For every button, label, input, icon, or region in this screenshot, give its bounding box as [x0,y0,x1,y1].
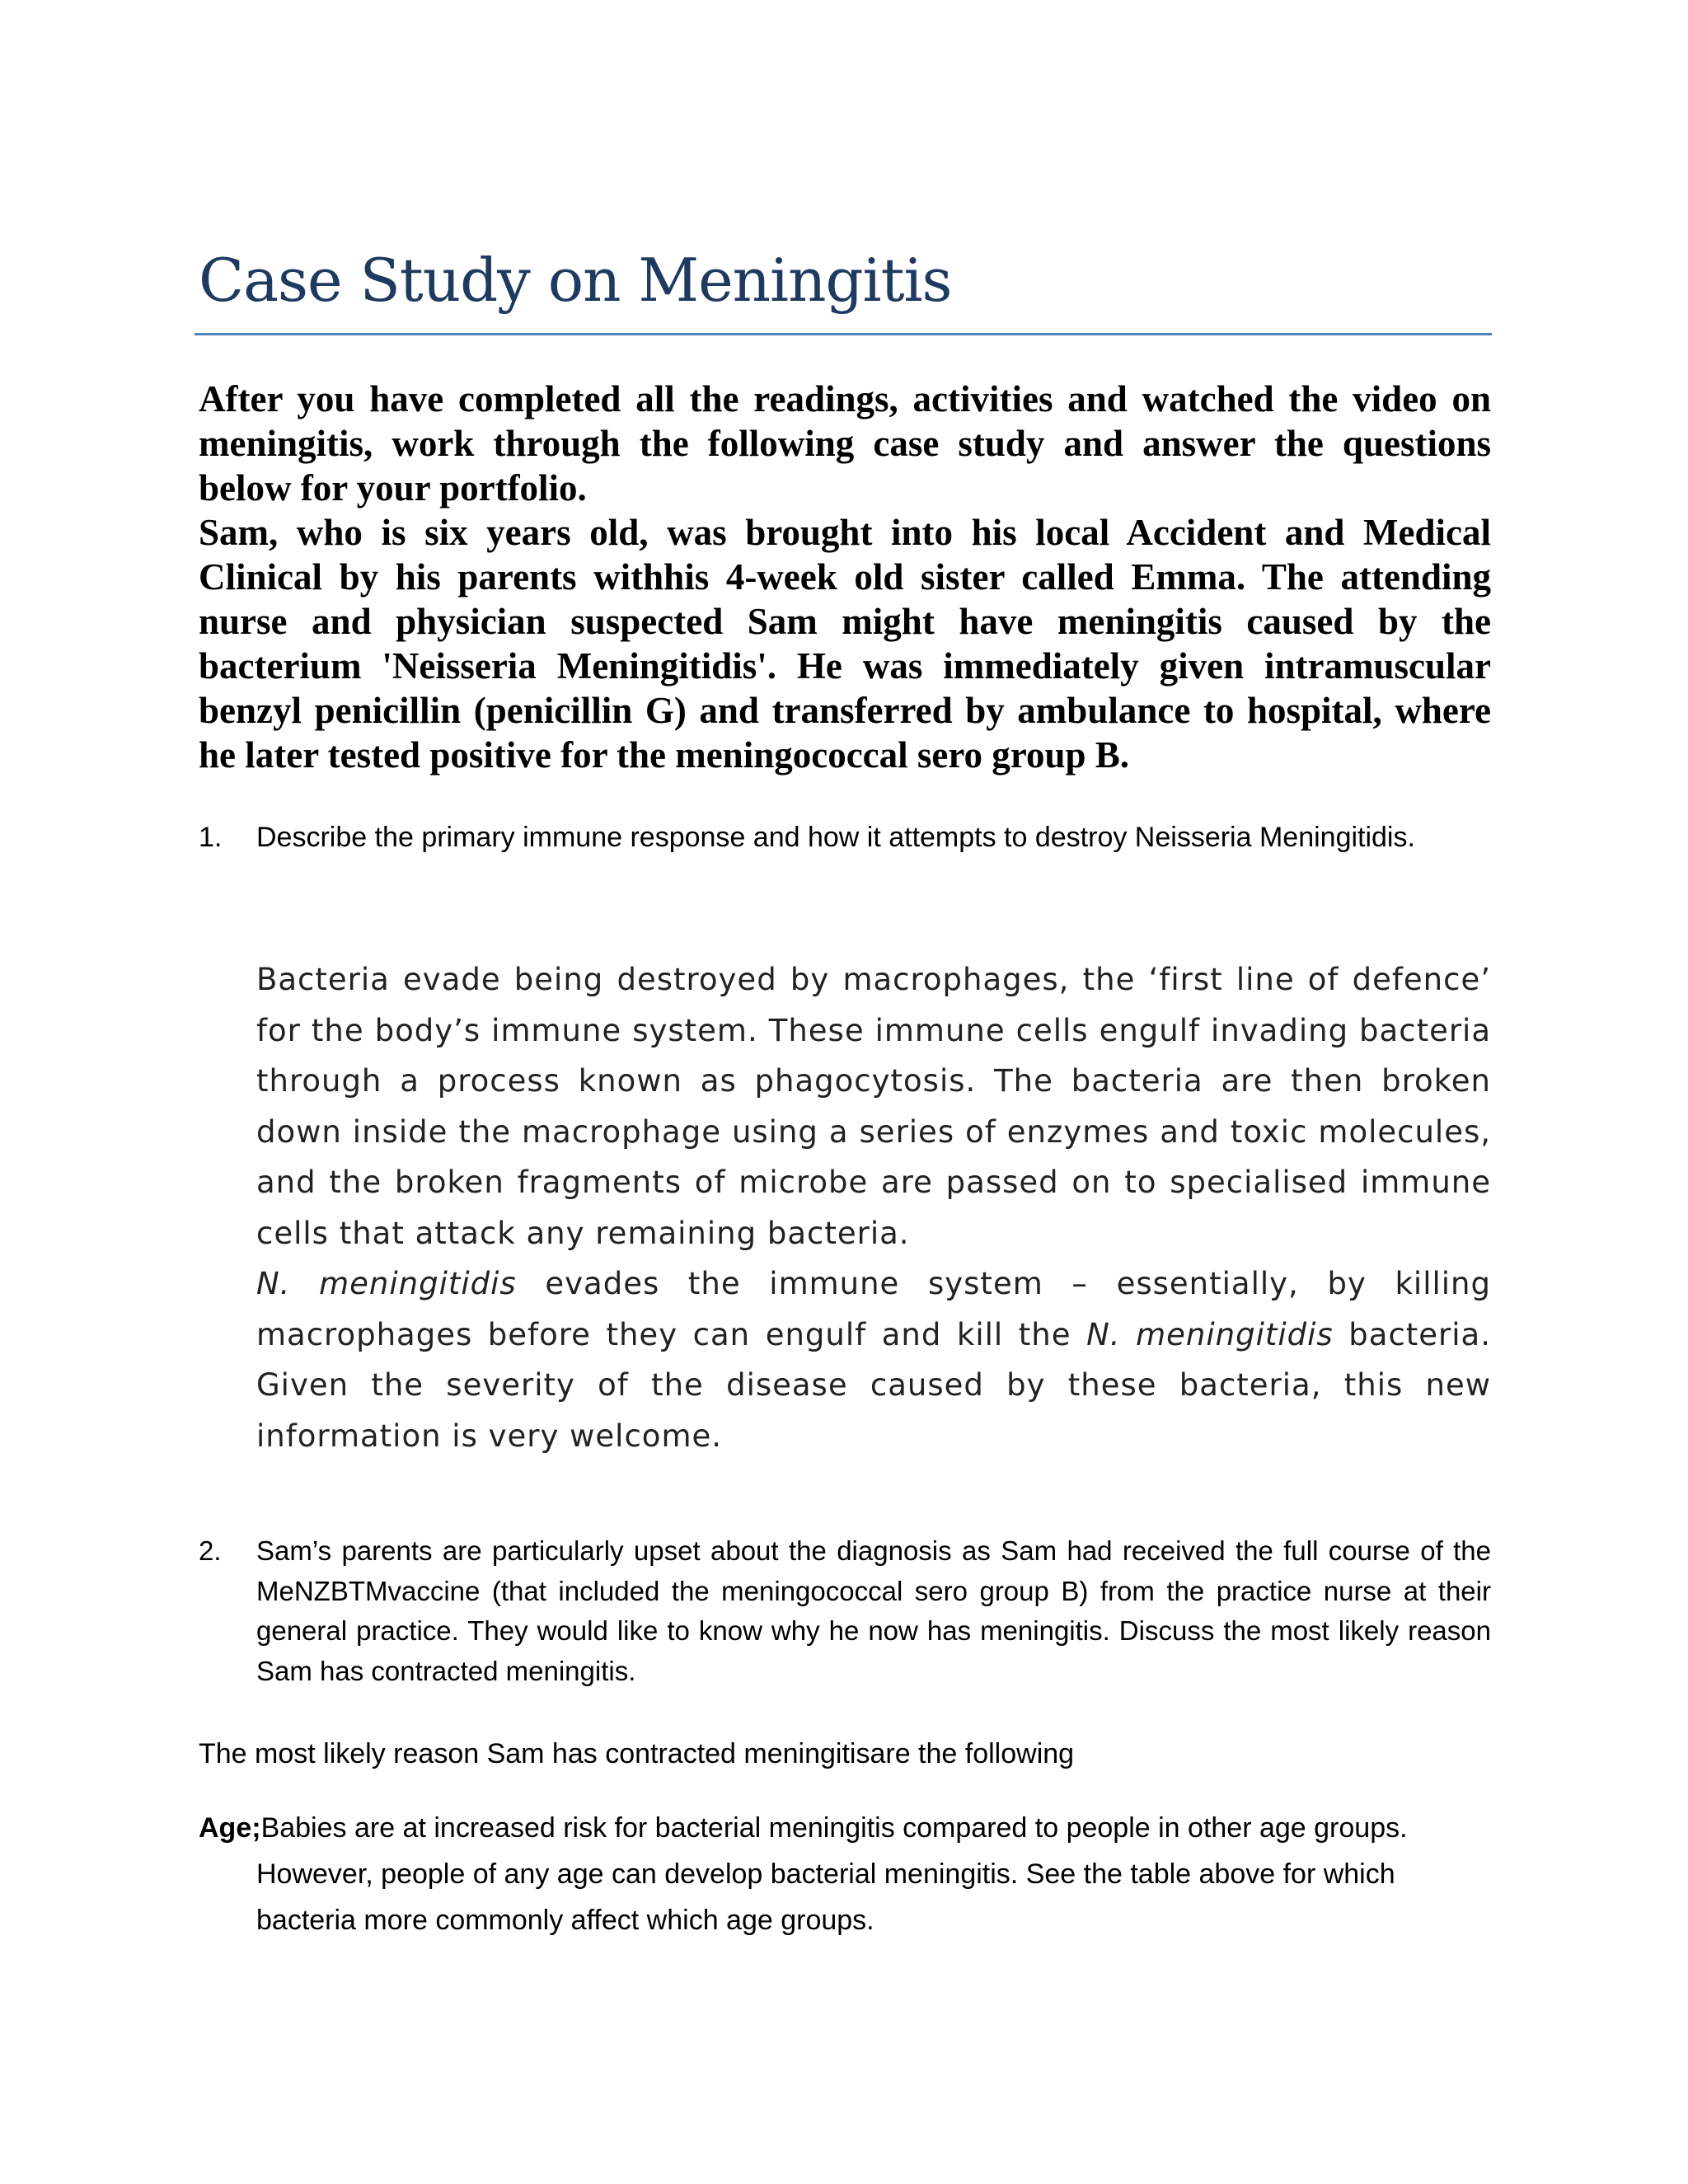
species-name: N. meningitidis [1086,1316,1334,1352]
answer-text: bacteria. Given the severity of the disease caused by these bacteria, this new information is very welcome. [256,1316,1491,1454]
answer-1 [256,954,1491,1461]
species-name: N. meningitidis [256,1266,517,1301]
question-text: Describe the primary immune response and how it attempts to destroy Neisseria Meningitidis. [256,822,1415,853]
age-label: Age; [199,1812,261,1844]
question-2 [199,1531,1491,1691]
question-number: 2. [199,1535,222,1566]
title-divider [195,333,1492,335]
answer-paragraph: Bacteria evade being destroyed by macrophages, the ‘first line of defence’ for the body’s immune system. These immune cells engulf invading bacteria through a process known as phagocytosis. The bacteria are then broken down inside the macrophage using a series of enzymes and toxic molecules, and the broken fragments of microbe are passed on to specialised immune cells that attack any remaining bacteria. [256,962,1491,1251]
question-text: Sam’s parents are particularly upset about the diagnosis as Sam had received the full course of the MeNZBTMvaccine (that included the meningococcal sero group B) from the practice nurse at their general practice. They would like to know why he now has meningitis. Discuss the most likely reason Sam has contracted meningitis. [256,1535,1491,1686]
answer-paragraph [256,1258,1491,1461]
answer-text: evades the immune system – essentially, by killing macrophages before they can engulf and kill the [256,1266,1491,1352]
question-1 [199,818,1491,858]
answer-2-age [199,1805,1491,1943]
age-text: Babies are at increased risk for bacterial meningitis compared to people in other age groups. However, people of any age can develop bacterial meningitis. See the table above for which bacteria more commonly affect which age groups. [256,1812,1408,1936]
instructions-text: After you have completed all the readings, activities and watched the video on meningitis, work through the following case study and answer the questions below for your portfolio. [199,378,1491,509]
page-title: Case Study on Meningitis [199,246,952,315]
answer-2-lead: The most likely reason Sam has contracted meningitisare the following [199,1738,1075,1769]
question-number: 1. [199,822,223,853]
scenario-text: Sam, who is six years old, was brought into his local Accident and Medical Clinical by his parents withhis 4-week old sister called Emma. The attending nurse and physician suspected Sam might have meningitis caused by the bacterium 'Neisseria Meningitidis'. He was immediately given intramuscular benzyl penicillin (penicillin G) and transferred by ambulance to hospital, where he later tested positive for the meningococcal sero group B. [199,512,1491,776]
case-intro [199,377,1491,777]
